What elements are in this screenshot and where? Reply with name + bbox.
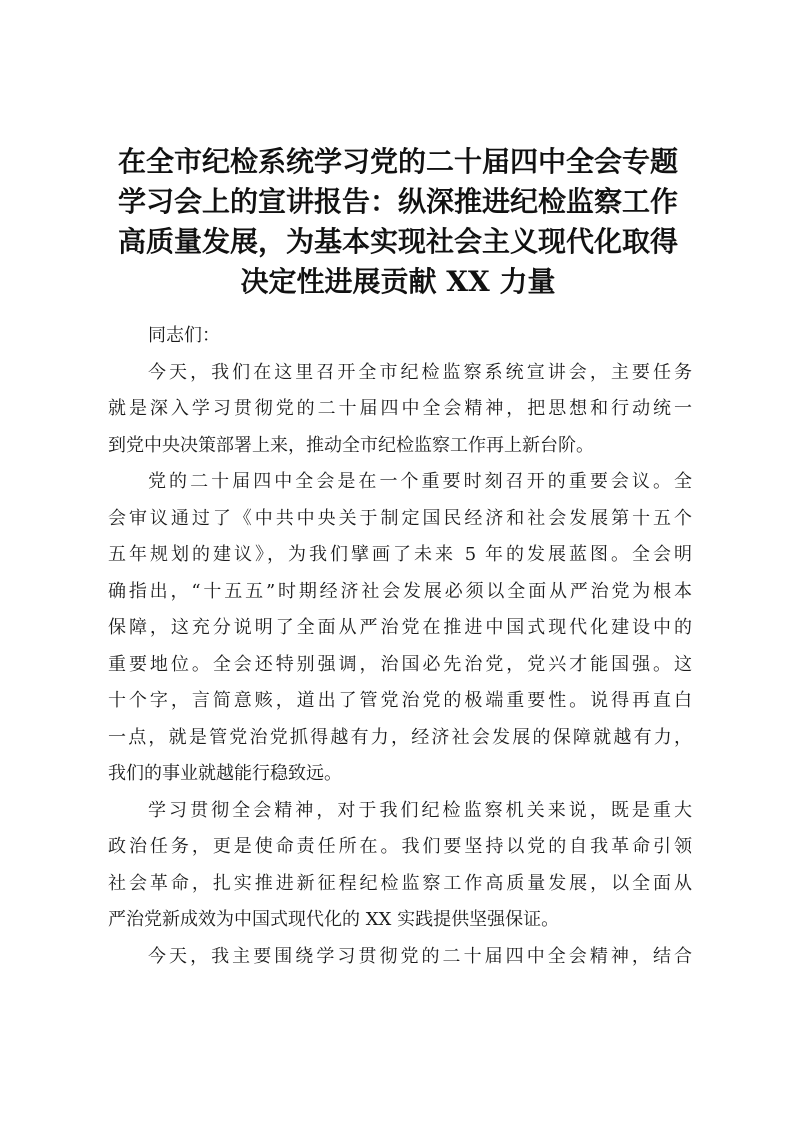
paragraph-today [108, 939, 692, 976]
paragraph-plenum [108, 464, 692, 793]
paragraph-mission [108, 793, 692, 939]
paragraph-line: 党的二十届四中全会是在一个重要时刻召开的重要会议。全 [148, 471, 692, 492]
paragraph-line: 会审议通过了《中共中央关于制定国民经济和社会发展第十五个 [108, 507, 692, 529]
paragraph-line: 今天，我主要围绕学习贯彻党的二十届四中全会精神，结合 [148, 945, 692, 967]
paragraph-line: 确指出，“十五五”时期经济社会发展必须以全面从严治党为根本 [108, 580, 692, 602]
paragraph-line: 到党中央决策部署上来，推动全市纪检监察工作再上新台阶。 [108, 434, 594, 456]
salutation-text: 同志们： [148, 325, 220, 346]
document-title [100, 142, 696, 302]
paragraph-line: 五年规划的建议》，为我们擘画了未来 5 年的发展蓝图。全会明 [108, 544, 692, 565]
paragraph-line: 社会革命，扎实推进新征程纪检监察工作高质量发展，以全面从 [108, 872, 692, 894]
paragraph-line: 一点，就是管党治党抓得越有力，经济社会发展的保障就越有力， [108, 726, 692, 748]
paragraph-line: 今天，我们在这里召开全市纪检监察系统宣讲会，主要任务 [148, 361, 692, 383]
document-body [108, 318, 692, 975]
paragraph-line: 我们的事业就越能行稳致远。 [108, 763, 342, 784]
salutation [108, 318, 692, 355]
title-line: 决定性进展贡献 XX 力量 [240, 265, 556, 298]
paragraph-line: 重要地位。全会还特别强调，治国必先治党，党兴才能国强。这 [108, 653, 692, 675]
title-line: 高质量发展，为基本实现社会主义现代化取得 [117, 225, 678, 258]
paragraph-line: 政治任务，更是使命责任所在。我们要坚持以党的自我革命引领 [108, 836, 692, 857]
title-line: 学习会上的宣讲报告：纵深推进纪检监察工作 [117, 185, 678, 218]
title-line: 在全市纪检系统学习党的二十届四中全会专题 [117, 145, 678, 178]
paragraph-line: 学习贯彻全会精神，对于我们纪检监察机关来说，既是重大 [148, 799, 692, 821]
paragraph-line: 严治党新成效为中国式现代化的 XX 实践提供坚强保证。 [108, 909, 560, 930]
paragraph-line: 十个字，言简意赅，道出了管党治党的极端重要性。说得再直白 [108, 690, 692, 711]
paragraph-opening [108, 355, 692, 465]
paragraph-line: 就是深入学习贯彻党的二十届四中全会精神，把思想和行动统一 [108, 398, 692, 419]
paragraph-line: 保障，这充分说明了全面从严治党在推进中国式现代化建设中的 [108, 617, 692, 638]
